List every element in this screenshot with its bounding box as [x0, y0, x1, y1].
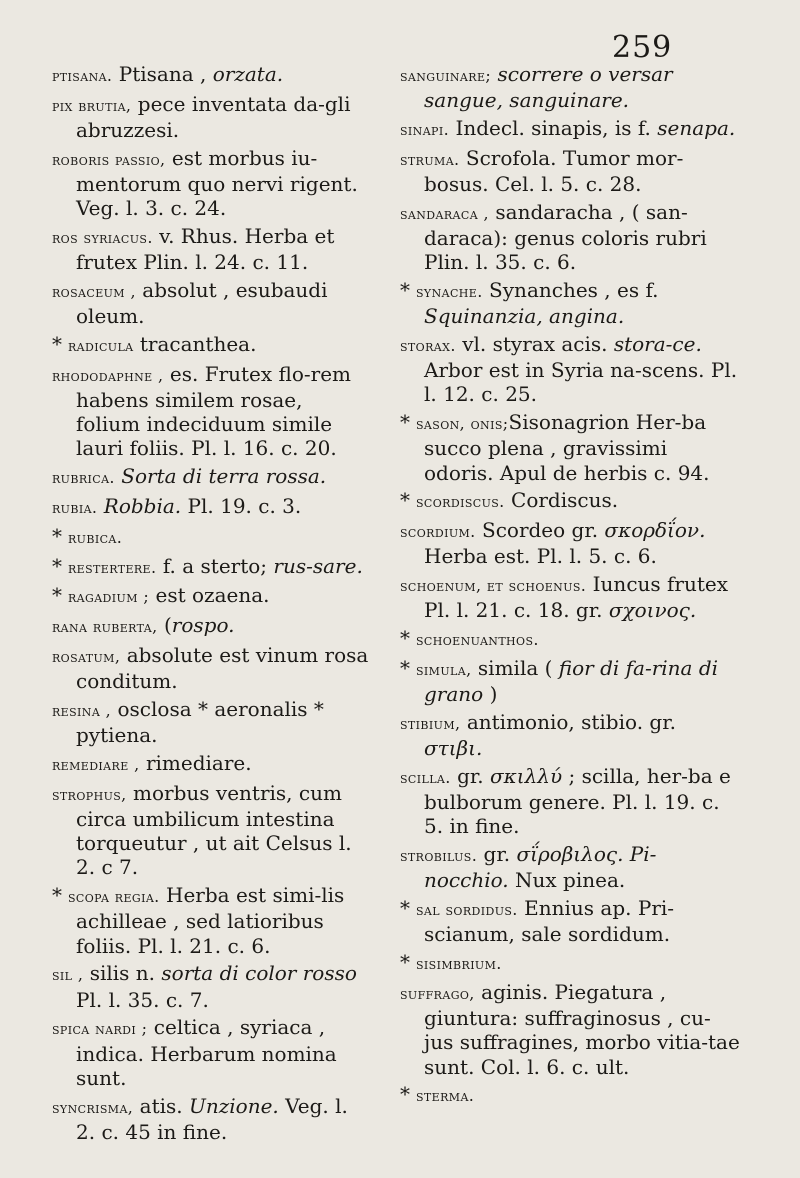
- dictionary-entry: [400, 410, 740, 485]
- entry-text: (: [157, 613, 172, 638]
- entry-headword: strobilus.: [400, 846, 478, 866]
- entry-text: pece inventata da-gli abruzzesi.: [76, 91, 351, 142]
- dictionary-entry: [400, 488, 740, 514]
- entry-headword: radicula: [68, 336, 134, 355]
- dictionary-entry: [52, 278, 372, 328]
- entry-headword: scordiscus.: [416, 492, 505, 512]
- entry-italic-text: Squinanzia, angina.: [424, 304, 625, 329]
- dictionary-entry: [52, 494, 372, 520]
- dictionary-entry: [52, 332, 372, 358]
- dictionary-entry: [400, 842, 740, 892]
- dictionary-entry: [400, 626, 740, 652]
- entry-text: v. Rhus. Herba et frutex Plin. l. 24. c. 11.: [76, 224, 335, 275]
- entry-text: morbus ventris, cum circa umbilicum intestina torqueutur , ut ait Celsus l. 2. c 7.: [76, 780, 352, 880]
- left-column: [52, 62, 372, 1148]
- entry-italic-text: stora-ce.: [613, 332, 702, 356]
- entry-asterisk: *: [52, 523, 62, 548]
- entry-italic-text: fior di fa-rina di grano: [424, 656, 719, 707]
- dictionary-entry: [400, 332, 740, 407]
- entry-headword: rhododaphne ,: [52, 365, 164, 385]
- entry-asterisk: *: [400, 950, 410, 975]
- entry-text: Synanches , es f.: [482, 278, 659, 302]
- entry-headword: synache.: [416, 282, 483, 301]
- entry-headword: ros syriacus.: [52, 228, 153, 247]
- entry-text-continued: Pl. 19. c. 3.: [181, 494, 302, 518]
- entry-text: es. Frutex flo-rem habens similem rosae, folium indeciduum simile lauri foliis. Pl. l. 16. c. 20.: [76, 361, 352, 461]
- entry-text: est morbus iu-mentorum quo nervi rigent. Veg. l. 3. c. 24.: [76, 145, 358, 221]
- entry-italic-text: sorta di color rosso: [161, 961, 357, 986]
- dictionary-entry: [52, 554, 372, 580]
- dictionary-entry: [52, 1094, 372, 1144]
- entry-text: Ptisana ,: [112, 62, 213, 86]
- entry-headword: simula,: [416, 660, 472, 679]
- entry-italic-text: orzata.: [212, 62, 284, 86]
- entry-text-continued: Arbor est in Syria na-scens. Pl. l. 12. c. 25.: [424, 358, 738, 407]
- entry-text-continued: Nux pinea.: [508, 868, 626, 893]
- entry-headword: resina ,: [52, 700, 112, 720]
- entry-headword: sil ,: [52, 965, 84, 985]
- entry-text: est ozaena.: [149, 583, 270, 608]
- entry-italic-text: σκιλλύ: [490, 764, 563, 788]
- dictionary-entry: [52, 583, 372, 609]
- dictionary-entry: [52, 751, 372, 777]
- entry-headword: ptisana.: [52, 66, 113, 85]
- entry-headword: roboris passio,: [52, 149, 166, 169]
- entry-text-continued: Herba est. Pl. l. 5. c. 6.: [424, 544, 657, 569]
- entry-text: absolut , esubaudi oleum.: [76, 278, 328, 329]
- dictionary-entry: [400, 200, 740, 275]
- dictionary-entry: [52, 1015, 372, 1090]
- entry-headword: suffrago,: [400, 984, 475, 1003]
- dictionary-entry: [52, 464, 372, 490]
- entry-headword: sal sordidus.: [416, 900, 518, 920]
- dictionary-entry: [400, 116, 740, 142]
- entry-asterisk: *: [400, 488, 410, 513]
- entry-text-continued: ): [483, 682, 498, 707]
- entry-headword: sanguinare;: [400, 66, 492, 85]
- entry-headword: scilla.: [400, 768, 451, 787]
- entry-asterisk: *: [52, 883, 62, 908]
- dictionary-entry: [400, 950, 740, 976]
- entry-text-continued: Pl. l. 35. c. 7.: [76, 987, 209, 1012]
- entry-text: osclosa * aeronalis * pytiena.: [76, 696, 324, 748]
- entry-headword: sisimbrium.: [416, 954, 502, 974]
- entry-asterisk: *: [400, 656, 410, 680]
- entry-text: antimonio, stibio. gr.: [460, 710, 676, 734]
- entry-text: sandaracha , ( san-daraca): genus coloris rubri Plin. l. 35. c. 6.: [424, 199, 707, 275]
- entry-headword: schoenum, et schoenus.: [400, 576, 587, 596]
- entry-asterisk: *: [52, 553, 62, 578]
- dictionary-entry: [400, 518, 740, 568]
- dictionary-entry: [400, 764, 740, 839]
- dictionary-entry: [400, 710, 740, 760]
- entry-asterisk: *: [400, 1082, 410, 1107]
- entry-text: Herba est simi-lis achilleae , sed latioribus foliis. Pl. l. 21. c. 6.: [76, 883, 345, 958]
- dictionary-entry: [52, 92, 372, 142]
- entry-italic-text: rus-sare.: [273, 553, 363, 578]
- dictionary-entry: [52, 697, 372, 747]
- entry-headword: syncrisma,: [52, 1097, 134, 1117]
- entry-italic-text: Unzione.: [189, 1093, 279, 1118]
- entry-text: silis n.: [83, 961, 162, 986]
- entry-headword: scordium.: [400, 522, 476, 542]
- entry-text: celtica , syriaca , indica. Herbarum nomina sunt.: [76, 1015, 337, 1090]
- dictionary-entry: [52, 362, 372, 461]
- entry-text: simila (: [471, 656, 559, 680]
- dictionary-entry: [52, 62, 372, 88]
- right-column: [400, 62, 740, 1112]
- entry-asterisk: *: [400, 896, 410, 921]
- entry-italic-text: σχοινος.: [608, 598, 697, 623]
- dictionary-entry: [52, 961, 372, 1011]
- entry-headword: restertere.: [68, 557, 157, 577]
- entry-headword: spica nardi ;: [52, 1019, 148, 1039]
- entry-headword: remediare ,: [52, 754, 140, 774]
- dictionary-entry: [52, 524, 372, 550]
- dictionary-entry: [400, 896, 740, 946]
- entry-italic-text: σΐροβιλος. Pi-nocchio.: [424, 842, 657, 893]
- entry-headword: rubica.: [68, 527, 123, 547]
- entry-headword: ragadium ;: [68, 587, 150, 607]
- entry-italic-text: senapa.: [657, 116, 736, 140]
- entry-text: atis.: [133, 1093, 189, 1118]
- entry-headword: schoenuanthos.: [416, 630, 539, 650]
- entry-headword: rubrica.: [52, 468, 115, 488]
- entry-headword: rana ruberta,: [52, 617, 158, 637]
- dictionary-entry: [400, 1082, 740, 1108]
- entry-text: Cordiscus.: [504, 488, 619, 513]
- dictionary-entry: [52, 883, 372, 958]
- dictionary-entry: [52, 643, 372, 693]
- entry-asterisk: *: [400, 410, 410, 435]
- entry-headword: stibium,: [400, 714, 461, 733]
- entry-headword: scopa regia.: [68, 887, 160, 907]
- entry-text: gr.: [450, 764, 490, 788]
- entry-italic-text: rospo.: [171, 613, 235, 638]
- entry-text: Scrofola. Tumor mor-bosus. Cel. l. 5. c. 28.: [424, 145, 684, 196]
- entry-headword: storax.: [400, 336, 456, 355]
- entry-text: Sisonagrion Her-ba succo plena , gravissimi odoris. Apul de herbis c. 94.: [424, 410, 710, 485]
- entry-headword: rubia.: [52, 498, 98, 517]
- entry-headword: rosaceum ,: [52, 282, 136, 301]
- entry-text: f. a sterto;: [156, 553, 274, 578]
- dictionary-entry: [400, 572, 740, 622]
- entry-text: tracanthea.: [133, 332, 257, 356]
- dictionary-entry: [400, 146, 740, 196]
- dictionary-entry: [52, 146, 372, 221]
- entry-headword: struma.: [400, 149, 460, 169]
- dictionary-entry: [400, 278, 740, 328]
- entry-headword: strophus,: [52, 784, 127, 804]
- entry-italic-text: στιβι.: [424, 736, 483, 761]
- entry-text: vl. styrax acis.: [455, 332, 614, 356]
- page-number: 259: [612, 30, 673, 65]
- entry-asterisk: *: [400, 626, 410, 651]
- entry-text: Ennius ap. Pri-scianum, sale sordidum.: [424, 896, 675, 947]
- entry-headword: sandaraca ,: [400, 203, 490, 223]
- entry-text: Iuncus frutex Pl. l. 21. c. 18. gr.: [424, 572, 729, 623]
- entry-text: gr.: [477, 842, 517, 867]
- dictionary-entry: [52, 781, 372, 880]
- entry-text: rimediare.: [139, 750, 252, 775]
- entry-text: aginis. Piegatura , giuntura: suffraginosus , cu-jus suffragines, morbo vitia-tae sunt. Col. l. 6. c. ult.: [424, 980, 740, 1079]
- entry-text: Scordeo gr.: [475, 518, 605, 543]
- entry-text-continued: ; scilla, her-ba e bulborum genere. Pl. l. 19. c. 5. in fine.: [424, 764, 731, 839]
- entry-text-continued: Veg. l. 2. c. 45 in fine.: [76, 1093, 348, 1144]
- entry-headword: sterma.: [416, 1086, 475, 1106]
- entry-text: Indecl. sinapis, is f.: [449, 116, 658, 140]
- dictionary-entry: [400, 656, 740, 706]
- dictionary-entry: [52, 224, 372, 274]
- entry-asterisk: *: [52, 332, 62, 356]
- dictionary-entry: [400, 62, 740, 112]
- entry-italic-text: scorrere o versar sangue, sanguinare.: [424, 62, 673, 113]
- entry-italic-text: Sorta di terra rossa.: [121, 464, 327, 489]
- entry-asterisk: *: [52, 583, 62, 608]
- dictionary-entry: [400, 980, 740, 1079]
- entry-headword: sason, onis;: [416, 414, 509, 434]
- entry-italic-text: σκορδΐον.: [604, 518, 706, 543]
- entry-headword: rosatum,: [52, 646, 121, 666]
- entry-italic-text: Robbia.: [103, 494, 182, 518]
- entry-text: absolute est vinum rosa conditum.: [76, 642, 369, 694]
- dictionary-entry: [52, 613, 372, 639]
- entry-headword: sinapi.: [400, 120, 450, 139]
- entry-asterisk: *: [400, 278, 410, 302]
- entry-headword: pix brutia,: [52, 95, 132, 115]
